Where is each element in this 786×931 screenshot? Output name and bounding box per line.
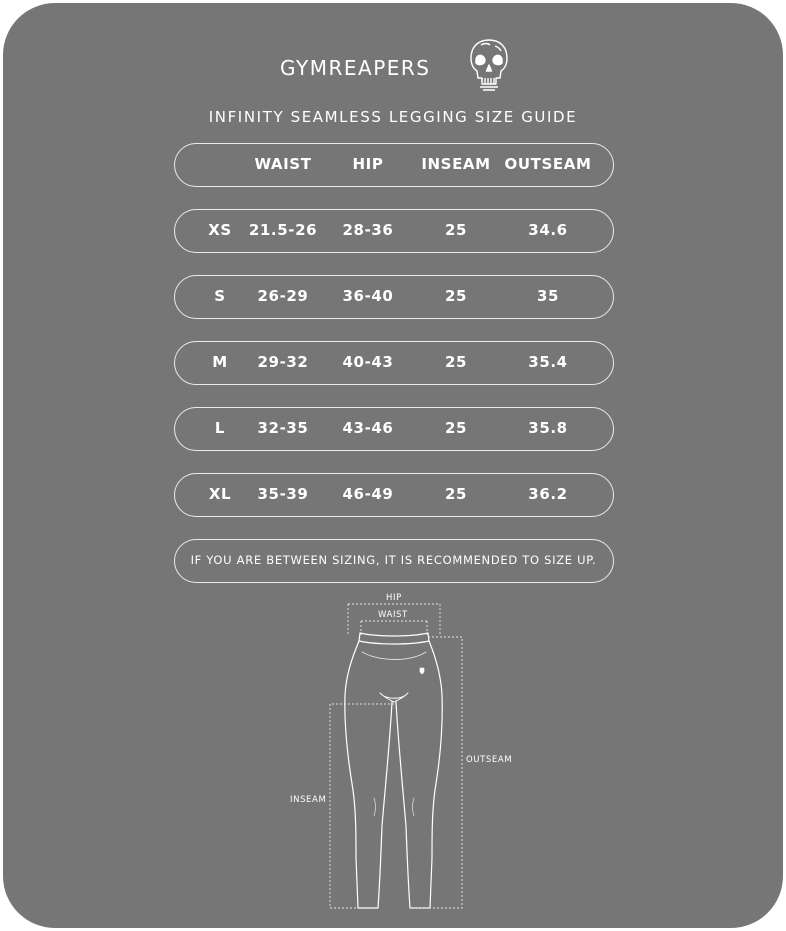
header-waist: WAIST	[254, 155, 312, 173]
skull-logo-icon	[468, 38, 510, 92]
hip-value: 43-46	[342, 419, 394, 437]
waist-label: WAIST	[378, 610, 408, 620]
hip-value: 36-40	[342, 287, 394, 305]
size-label: M	[212, 353, 228, 371]
table-row	[174, 209, 614, 253]
inseam-value: 25	[444, 485, 468, 503]
size-label: L	[214, 419, 226, 437]
size-label: XL	[208, 485, 232, 503]
sizing-note-text: IF YOU ARE BETWEEN SIZING, IT IS RECOMMENDED TO SIZE UP.	[190, 553, 597, 567]
hip-value: 40-43	[342, 353, 394, 371]
inseam-value: 25	[444, 221, 468, 239]
brand-name: GYMREAPERS	[280, 56, 431, 80]
outseam-value: 35.4	[528, 353, 568, 371]
sizing-note	[174, 539, 614, 583]
inseam-value: 25	[444, 419, 468, 437]
waist-value: 29-32	[257, 353, 309, 371]
outseam-value: 35.8	[528, 419, 568, 437]
hip-label: HIP	[386, 593, 402, 603]
page-title: INFINITY SEAMLESS LEGGING SIZE GUIDE	[208, 108, 578, 126]
table-row	[174, 341, 614, 385]
header-inseam: INSEAM	[421, 155, 491, 173]
outseam-value: 36.2	[528, 485, 568, 503]
waist-value: 21.5-26	[248, 221, 318, 239]
size-label: S	[214, 287, 226, 305]
inseam-value: 25	[444, 353, 468, 371]
outseam-value: 35	[536, 287, 560, 305]
table-row	[174, 473, 614, 517]
table-row	[174, 407, 614, 451]
inseam-value: 25	[444, 287, 468, 305]
waist-value: 32-35	[257, 419, 309, 437]
legging-outline-icon	[270, 590, 530, 915]
hip-value: 28-36	[342, 221, 394, 239]
outseam-label: OUTSEAM	[466, 755, 513, 765]
header-outseam: OUTSEAM	[504, 155, 592, 173]
outseam-value: 34.6	[528, 221, 568, 239]
hip-value: 46-49	[342, 485, 394, 503]
legging-measurement-diagram	[270, 590, 530, 915]
size-label: XS	[208, 221, 232, 239]
waist-value: 26-29	[257, 287, 309, 305]
waist-value: 35-39	[257, 485, 309, 503]
header-hip: HIP	[352, 155, 384, 173]
brand-logo	[280, 38, 520, 94]
inseam-label: INSEAM	[290, 795, 327, 805]
table-header-row	[174, 143, 614, 187]
table-row	[174, 275, 614, 319]
